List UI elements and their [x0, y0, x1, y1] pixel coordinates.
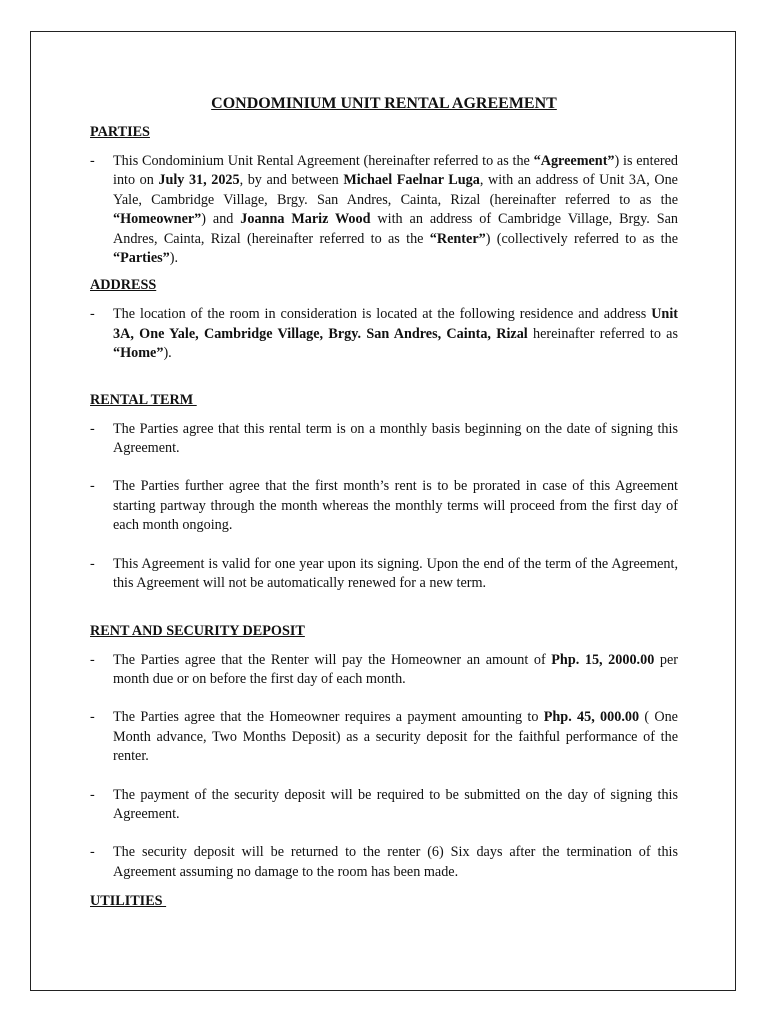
bold-run: Joanna Mariz Wood: [240, 211, 371, 228]
bullet-dash: -: [90, 844, 95, 861]
text-run: The Parties agree that the Homeowner requires a payment amounting to: [113, 709, 544, 726]
text-run: The Parties agree that the Renter will pay the Homeowner an amount of: [113, 651, 552, 668]
rent-deposit-item: [90, 708, 678, 766]
text-run: , by and between: [239, 172, 344, 189]
heading-rent-and-security-deposit: RENT AND SECURITY DEPOSIT: [90, 622, 305, 639]
rental-term-item-text: [113, 555, 678, 594]
bold-run: “Parties”: [113, 250, 170, 267]
text-run: ).: [163, 345, 172, 362]
bullet-dash: -: [90, 786, 95, 803]
rent-deposit-item: [90, 843, 678, 882]
heading-utilities: UTILITIES: [90, 893, 167, 910]
bullet-dash: -: [90, 153, 95, 169]
text-run: The Parties agree that this rental term is on a monthly basis beginning on the date of signing this Agreement.: [113, 420, 678, 457]
rent-deposit-item-text: [113, 843, 678, 882]
heading-rental-term: RENTAL TERM: [90, 391, 197, 408]
rental-term-item: [90, 420, 678, 459]
text-run: ( One Month advance, Two Months Deposit) as a security deposit for the faithful performance of the renter.: [113, 709, 678, 765]
text-run: , with an address of Unit 3A, One Yale, Cambridge Village, Brgy. San Andres, Cainta, Rizal (hereinafter referred to as the: [113, 172, 678, 208]
text-run: ) is entered into on: [113, 153, 679, 189]
bullet-dash: -: [90, 651, 95, 668]
address-item: [90, 305, 678, 363]
bullet-dash: -: [90, 709, 95, 726]
bold-run: “Renter”: [429, 230, 486, 247]
bullet-dash: -: [90, 306, 95, 323]
bold-run: Php. 45, 000.00: [543, 709, 640, 726]
rental-term-item: [90, 555, 678, 594]
address-item-text: [113, 305, 678, 363]
text-run: The location of the room in consideration is located at the following residence and address: [113, 306, 652, 323]
bold-run: “Agreement”: [533, 153, 615, 169]
text-run: This Condominium Unit Rental Agreement (hereinafter referred to as the: [113, 153, 534, 169]
text-run: per month due or on before the first day of each month.: [113, 651, 679, 687]
bold-run: “Homeowner”: [113, 211, 202, 228]
bold-run: Michael Faelnar Luga: [343, 172, 480, 189]
heading-parties: PARTIES: [90, 124, 150, 140]
text-run: The security deposit will be returned to the renter (6) Six days after the termination of this Agreement assuming no damage to the room has been made.: [113, 844, 678, 880]
parties-item: [90, 152, 678, 268]
text-run: The Parties further agree that the first month’s rent is to be prorated in case of this Agreement starting partway through the month whereas the monthly terms will proceed from the first day of each month ongoing.: [113, 478, 678, 534]
rent-deposit-item-text: [113, 708, 678, 766]
bold-run: Unit 3A, One Yale, Cambridge Village, Brgy. San Andres, Cainta, Rizal: [113, 306, 678, 342]
rent-deposit-item-text: [113, 651, 678, 690]
rental-term-item-text: [113, 420, 678, 459]
text-run: ) and: [201, 211, 241, 228]
rent-deposit-item: [90, 651, 678, 690]
text-run: ) (collectively referred to as the: [485, 230, 678, 247]
rental-term-item: [90, 477, 678, 535]
bold-run: Php. 15, 2000.00: [551, 651, 655, 668]
text-run: hereinafter referred to as: [527, 325, 679, 342]
rent-deposit-item-text: [113, 786, 678, 825]
rental-term-item-text: [113, 477, 678, 535]
rent-deposit-item: [90, 786, 678, 825]
text-run: with an address of Cambridge Village, Brgy. San Andres, Cainta, Rizal (hereinafter referred to as the: [113, 211, 678, 247]
bold-run: “Home”: [113, 345, 164, 362]
text-run: This Agreement is valid for one year upon its signing. Upon the end of the term of the Agreement, this Agreement will not be automatically renewed for a new term.: [113, 555, 678, 592]
text-run: The payment of the security deposit will be required to be submitted on the day of signing this Agreement.: [113, 786, 678, 822]
text-run: ).: [169, 250, 179, 267]
parties-item-text: [113, 152, 678, 268]
document-body: [90, 94, 678, 911]
bold-run: July 31, 2025: [158, 172, 240, 189]
document-title: CONDOMINIUM UNIT RENTAL AGREEMENT: [211, 95, 557, 112]
bullet-dash: -: [90, 478, 95, 495]
bullet-dash: -: [90, 420, 95, 437]
heading-address: ADDRESS: [90, 277, 157, 294]
bullet-dash: -: [90, 555, 95, 572]
